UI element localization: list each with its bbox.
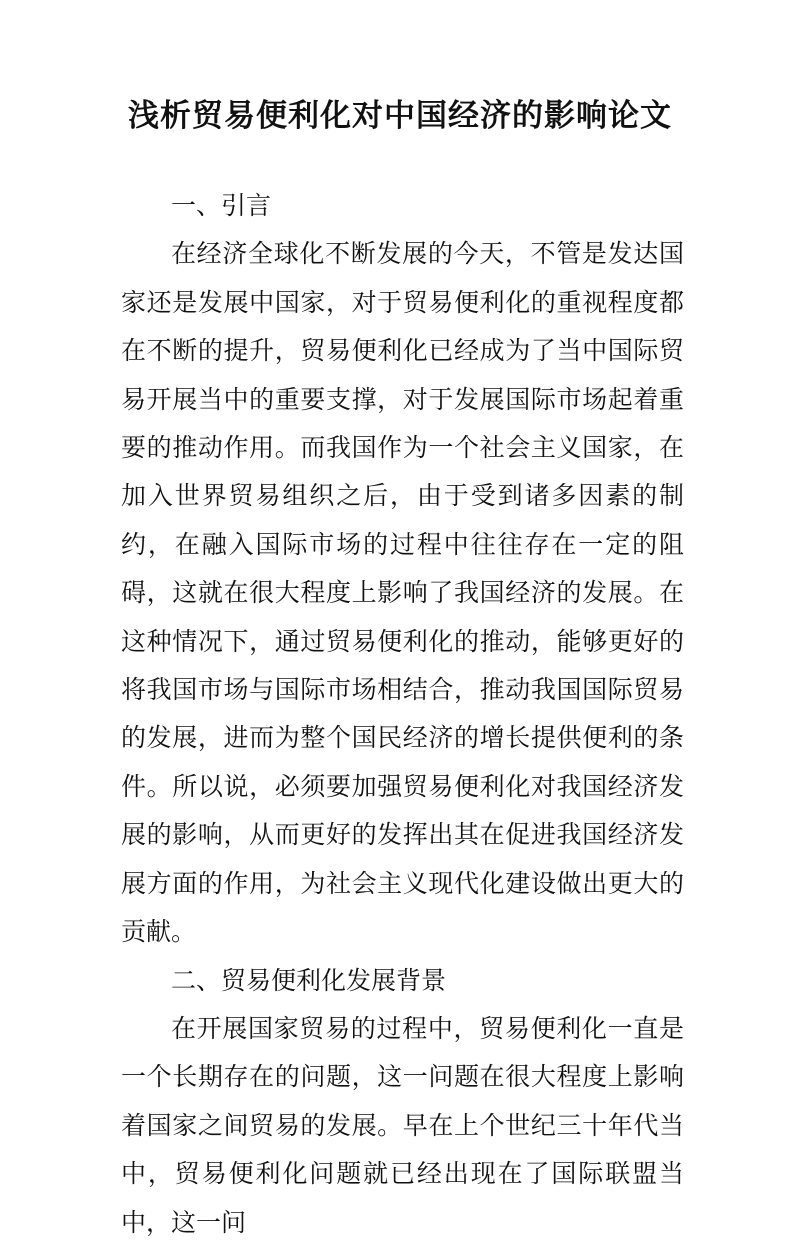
document-title: 浅析贸易便利化对中国经济的影响论文 — [128, 98, 672, 134]
paragraph-introduction: 在经济全球化不断发展的今天，不管是发达国家还是发展中国家，对于贸易便利化的重视程度都在不断的提升，贸易便利化已经成为了当中国际贸易开展当中的重要支撑，对于发展国际市场起着重要的推动作用。而我国作为一个社会主义国家，在加入世界贸易组织之后，由于受到诸多因素的制约，在融入国际市场的过程中往往存在一定的阻碍，这就在很大程度上影响了我国经济的发展。在这种情况下，通过贸易便利化的推动，能够更好的将我国市场与国际市场相结合，推动我国国际贸易的发展，进而为整个国民经济的增长提供便利的条件。所以说，必须要加强贸易便利化对我国经济发展的影响，从而更好的发挥出其在促进我国经济发展方面的作用，为社会主义现代化建设做出更大的贡献。 — [121, 239, 684, 947]
section-heading-background: 二、贸易便利化发展背景 — [171, 965, 447, 995]
document-body — [121, 182, 684, 1247]
section-heading-introduction: 一、引言 — [171, 191, 272, 220]
paragraph-background: 在开展国家贸易的过程中，贸易便利化一直是一个长期存在的问题，这一问题在很大程度上影响着国家之间贸易的发展。早在上个世纪三十年代当中，贸易便利化问题就已经出现在了国际联盟当中，这一问 — [121, 1013, 684, 1237]
